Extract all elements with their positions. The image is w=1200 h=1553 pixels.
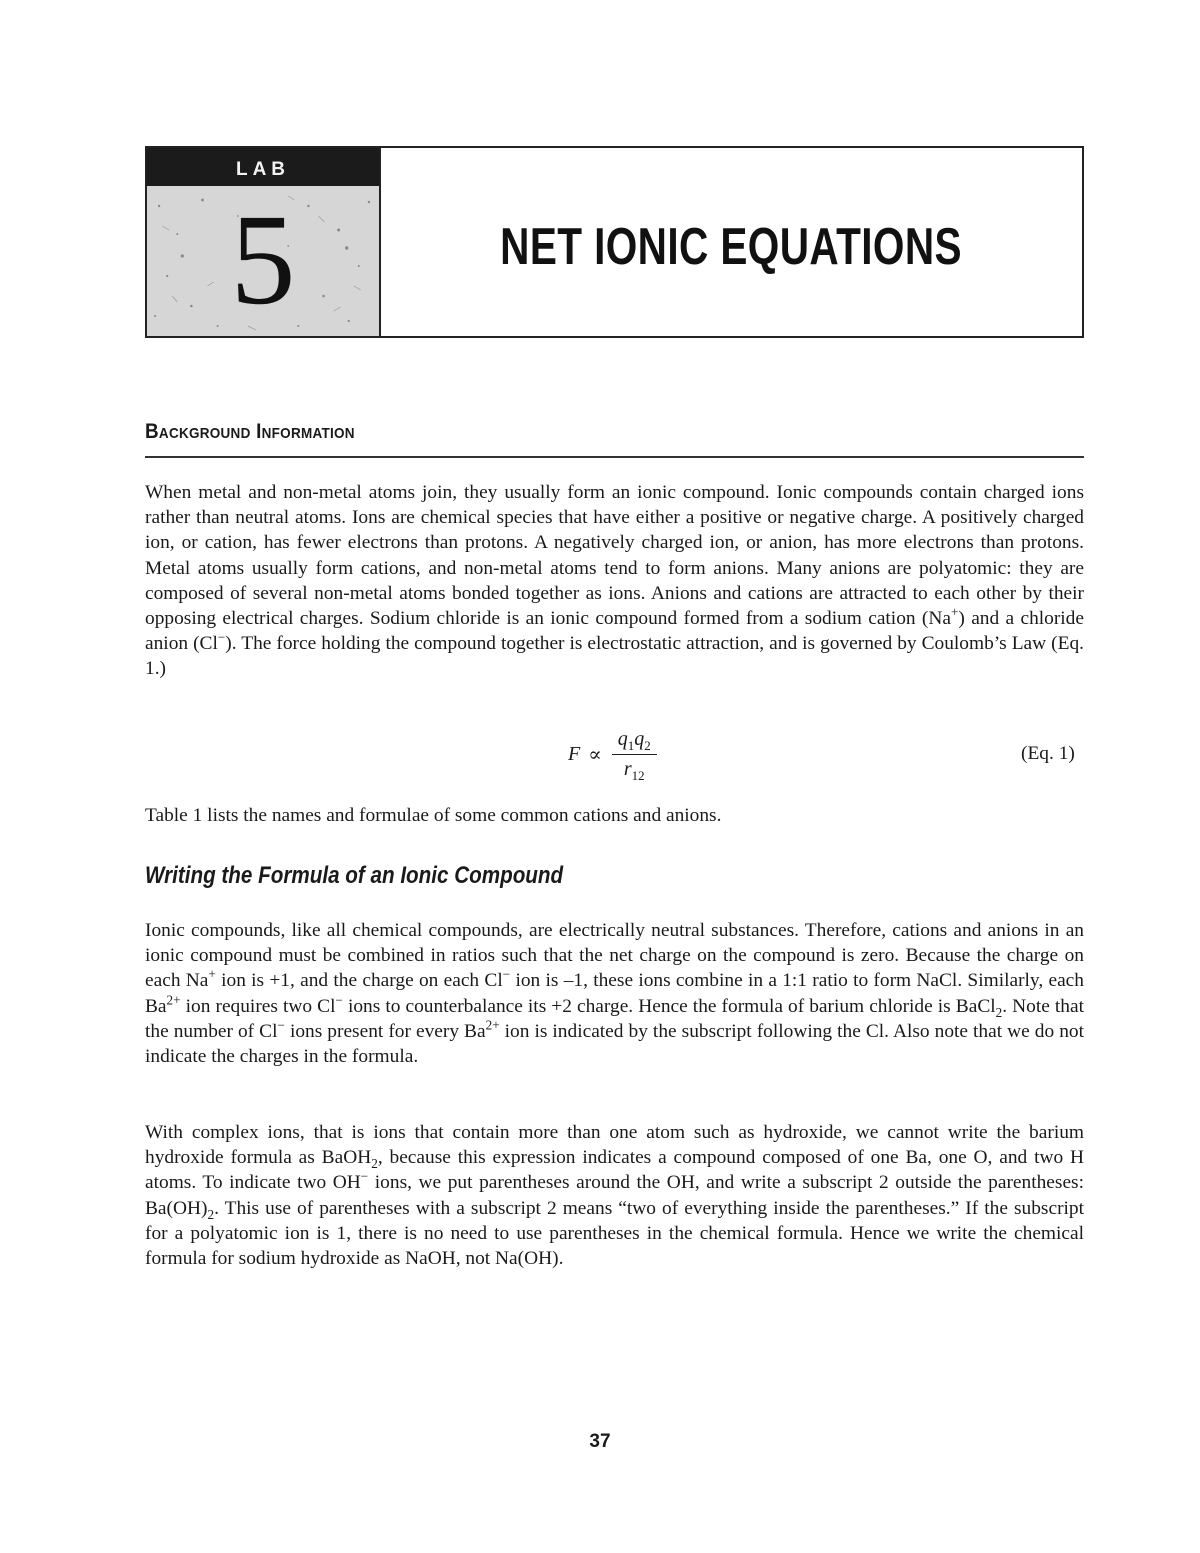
coulomb-equation <box>568 728 657 781</box>
section-heading <box>145 420 1084 458</box>
section-heading-text: Background Information <box>145 420 355 443</box>
equation-lhs: F <box>568 743 581 765</box>
proportional-symbol: ∝ <box>588 744 602 766</box>
lab-number: 5 <box>230 188 296 332</box>
page-number: 37 <box>589 1431 611 1452</box>
lab-title: NET IONIC EQUATIONS <box>500 218 963 276</box>
chapter-header <box>145 146 1084 338</box>
table-reference-sentence: Table 1 lists the names and formulae of some common cations and anions. <box>145 805 722 826</box>
equation-label: (Eq. 1) <box>1021 743 1075 764</box>
paragraph-formula: Ionic compounds, like all chemical compounds, are electrically neutral substances. Therefore, cations and anions in an ionic compound must be combined in ratios such that the net charge on the compound is zero. Because the charge on each Na+ ion is +1, and the charge on each Cl− ion is –1, these ions combine in a 1:1 ratio to form NaCl. Similarly, each $Ba^{2+}$ ion requires two Cl− ions to counterbalance its +2 charge. Hence the formula of barium chloride is BaCl$_2$. Note that the number of Cl− ions present for every $Ba^{2+}$ ion is indicated by the subscript following the Cl. Also note that we do not indicate the charges in the formula. <box>145 920 1084 1068</box>
title-area <box>381 148 1082 336</box>
subsection-heading: Writing the Formula of an Ionic Compound <box>145 862 564 889</box>
paragraph-background: When metal and non-metal atoms join, they usually form an ionic compound. Ionic compounds contain charged ions rather than neutral atoms. Ions are chemical species that have either a positive or negative charge. A positively charged ion, or cation, has fewer electrons than protons. A negatively charged ion, or anion, has more electrons than protons. Metal atoms usually form cations, and non-metal atoms tend to form anions. Many anions are polyatomic: they are composed of several non-metal atoms bonded together as ions. Anions and cations are attracted to each other by their opposing electrical charges. Sodium chloride is an ionic compound formed from a sodium cation (Na+) and a chloride anion (Cl−). The force holding the compound together is electrostatic attraction, and is governed by Coulomb’s Law (Eq. 1.) <box>145 482 1084 680</box>
equation-fraction <box>612 728 657 781</box>
equation-denominator: $r_{12}$ <box>623 758 645 783</box>
paragraph-complex-ions: With complex ions, that is ions that contain more than one atom such as hydroxide, we cannot write the barium hydroxide formula as BaOH$_2$, because this expression indicates a compound composed of one Ba, one O, and two H atoms. To indicate two OH− ions, we put parentheses around the OH, and write a subscript 2 outside the parentheses: $Ba(OH)_2$. This use of parentheses with a subscript 2 means “two of everything inside the parentheses.” If the subscript for a polyatomic ion is 1, there is no need to use parentheses in the chemical formula. Hence we write the chemical formula for sodium hydroxide as NaOH, not Na(OH). <box>145 1122 1084 1270</box>
lab-number-panel <box>147 148 381 336</box>
equation-numerator: $q_1q_2$ <box>612 728 657 755</box>
lab-label: LAB <box>147 148 379 186</box>
